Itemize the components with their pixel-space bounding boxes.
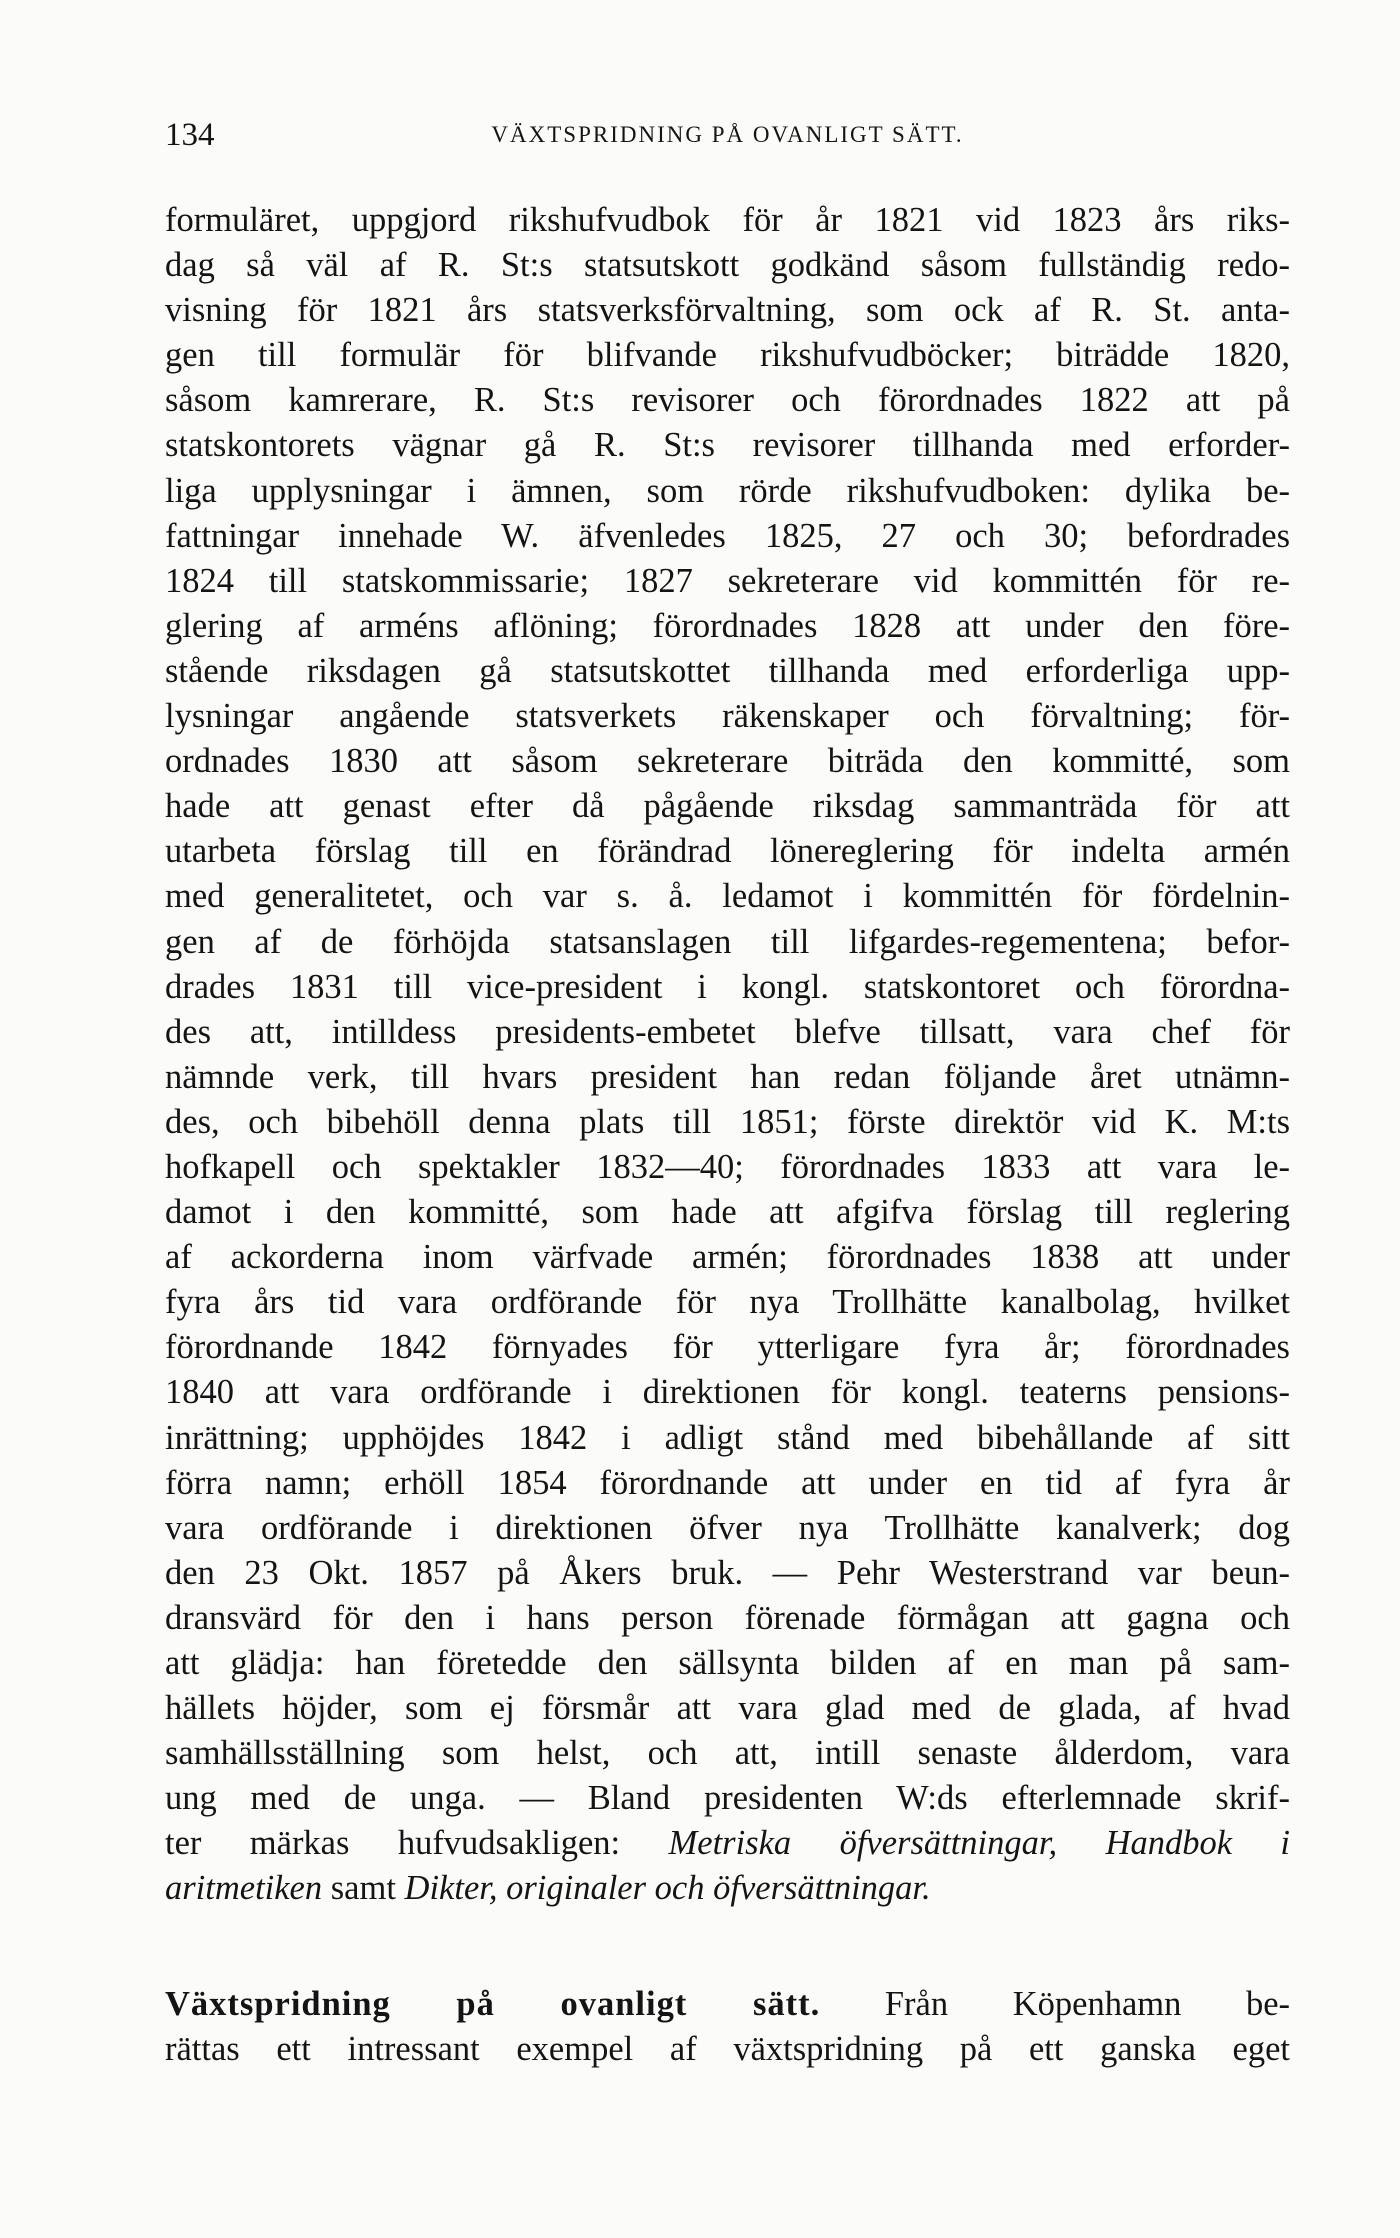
text-line: 1824 till statskommissarie; 1827 sekreterare vid kommittén för re- <box>165 561 1290 600</box>
text-line: statskontorets vägnar gå R. St:s revisorer tillhanda med erforder- <box>165 426 1290 465</box>
text-line: dransvärd för den i hans person förenade förmågan att gagna och <box>165 1598 1290 1637</box>
conjunction-text: samt <box>330 1869 396 1908</box>
text-line-works <box>165 1866 1290 1911</box>
page-header <box>165 112 1290 158</box>
text-segment: ter märkas hufvudsakligen: <box>165 1824 621 1863</box>
text-line: liga upplysningar i ämnen, som rörde rikshufvudboken: dylika be- <box>165 471 1290 510</box>
text-line: hade att genast efter då pågående riksdag sammanträda för att <box>165 787 1290 826</box>
text-line: inrättning; upphöjdes 1842 i adligt stånd med bibehållande af sitt <box>165 1418 1290 1457</box>
text-line: samhällsställning som helst, och att, intill senaste ålderdom, vara <box>165 1734 1290 1773</box>
text-line: damot i den kommitté, som hade att afgifva förslag till reglering <box>165 1193 1290 1232</box>
text-line: nämnde verk, till hvars president han redan följande året utnämn- <box>165 1057 1290 1096</box>
text-line: visning för 1821 års statsverksförvaltning, som ock af R. St. anta- <box>165 291 1290 330</box>
section-text: Från Köpenhamn be- <box>884 1984 1291 2023</box>
text-line: glering af arméns aflöning; förordnades 1828 att under den före- <box>165 606 1290 645</box>
text-line: af ackorderna inom värfvade armén; förordnades 1838 att under <box>165 1238 1290 1277</box>
text-line: des att, intilldess presidents-embetet blefve tillsatt, vara chef för <box>165 1012 1290 1051</box>
text-line: gen af de förhöjda statsanslagen till lifgardes-regementena; befor- <box>165 922 1290 961</box>
work-title: Dikter, <box>404 1869 498 1908</box>
main-text <box>165 198 1290 2072</box>
text-line: ung med de unga. — Bland presidenten W:ds efterlemnade skrif- <box>165 1779 1290 1818</box>
work-title: Metriska öfversättningar, <box>668 1824 1058 1863</box>
work-title: originaler och öfversättningar. <box>506 1869 931 1908</box>
work-title: aritmetiken <box>165 1869 323 1908</box>
section-gap <box>165 1912 1290 1982</box>
text-line: gen till formulär för blifvande rikshufvudböcker; biträdde 1820, <box>165 336 1290 375</box>
text-line <box>165 1821 1290 1866</box>
text-line: den 23 Okt. 1857 på Åkers bruk. — Pehr Westerstrand var beun- <box>165 1553 1290 1592</box>
text-line: såsom kamrerare, R. St:s revisorer och förordnades 1822 att på <box>165 381 1290 420</box>
text-line: med generalitetet, och var s. å. ledamot i kommittén för fördelnin- <box>165 877 1290 916</box>
text-line: lysningar angående statsverkets räkenskaper och förvaltning; för- <box>165 697 1290 736</box>
text-line: stående riksdagen gå statsutskottet tillhanda med erforderliga upp- <box>165 651 1290 690</box>
book-page <box>165 112 1290 2072</box>
section-heading: Växtspridning på ovanligt sätt. <box>165 1984 821 2023</box>
text-line: vara ordförande i direktionen öfver nya Trollhätte kanalverk; dog <box>165 1508 1290 1547</box>
paragraph-biography <box>165 198 1290 1866</box>
text-line: utarbeta förslag till en förändrad lönereglering för indelta armén <box>165 832 1290 871</box>
text-line: dag så väl af R. St:s statsutskott godkänd såsom fullständig redo- <box>165 246 1290 285</box>
text-line: hällets höjder, som ej försmår att vara glad med de glada, af hvad <box>165 1689 1290 1728</box>
text-line: förordnande 1842 förnyades för ytterligare fyra år; förordnades <box>165 1328 1290 1367</box>
text-line: förra namn; erhöll 1854 förordnande att under en tid af fyra år <box>165 1463 1290 1502</box>
text-line: des, och bibehöll denna plats till 1851; förste direktör vid K. M:ts <box>165 1102 1290 1141</box>
running-head: VÄXTSPRIDNING PÅ OVANLIGT SÄTT. <box>491 122 964 147</box>
text-line <box>165 1982 1290 2027</box>
text-line: drades 1831 till vice-president i kongl. statskontoret och förordna- <box>165 967 1290 1006</box>
text-line: hofkapell och spektakler 1832—40; förordnades 1833 att vara le- <box>165 1147 1290 1186</box>
text-line: fattningar innehade W. äfvenledes 1825, 27 och 30; befordrades <box>165 516 1290 555</box>
page-number: 134 <box>165 117 215 153</box>
text-line: rättas ett intressant exempel af växtspridning på ett ganska eget <box>165 2029 1290 2068</box>
text-line: 1840 att vara ordförande i direktionen för kongl. teaterns pensions- <box>165 1373 1290 1412</box>
text-line: fyra års tid vara ordförande för nya Trollhätte kanalbolag, hvilket <box>165 1283 1290 1322</box>
text-line: att glädja: han företedde den sällsynta bilden af en man på sam- <box>165 1644 1290 1682</box>
text-line: formuläret, uppgjord rikshufvudbok för år 1821 vid 1823 års riks- <box>165 201 1290 239</box>
work-title: Handbok i <box>1105 1824 1290 1863</box>
text-line: ordnades 1830 att såsom sekreterare biträda den kommitté, som <box>165 742 1290 781</box>
